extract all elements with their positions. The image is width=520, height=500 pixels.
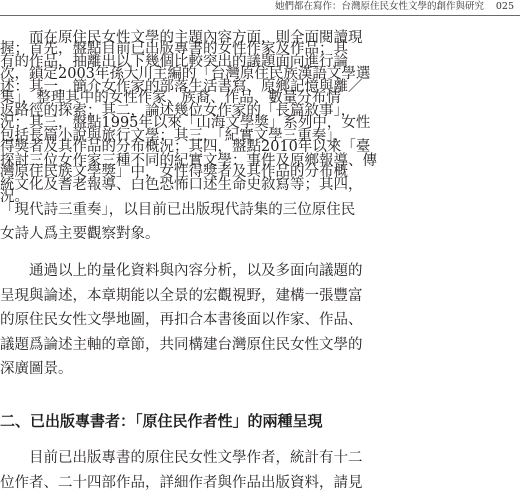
text-line: 述：其一，簡介女作家的部落生活書寫、原鄉記憶與離／ [0,78,363,95]
text-line: 「現代詩三重奏」，以目前已出版現代詩集的三位原住民 [0,201,356,218]
text-line: 況。 [0,188,29,205]
page-number: 025 [495,1,514,12]
text-line: 深廣圖景。 [0,361,73,378]
text-line: 通過以上的量化資料與內容分析，以及多面向議題的 [0,263,363,279]
running-header-title: 她們都在寫作：台灣原住民女性文學的創作與研究 [274,1,484,12]
section-heading: 二、已出版專書者：「原住民作者性」的兩種呈現 [0,412,323,430]
paragraph-themes [0,26,520,247]
text-line: 次，鎖定2003年孫大川主編的「台灣原住民族漢語文學選 [0,65,371,82]
text-line: 呈現與論述，本章期能以全景的宏觀視野，建構一張豐富 [0,287,363,304]
text-line: 握；首先，盤點目前已出版專書的女性作家及作品；其 [0,41,348,57]
text-line: 返路徑的探索；其二，論述幾位女作家的「長篇敘事」， [0,103,356,120]
text-line: 目前已出版專書的原住民女性文學作者，統計有十二 [0,450,363,466]
text-line: 灣原住民族文學獎」中，女性得獎者及其作品的分布概 [0,163,348,180]
text-line: 而在原住民女性文學的主題內容方面，則全面閱讀現 [0,29,363,46]
text-line: 的原住民女性文學地圖，再扣合本書後面以作家、作品、 [0,312,363,329]
text-line: 況；其三，盤點1995年以來「山海文學獎」系列中，女性 [0,114,371,131]
text-line: 有的作品，抽離出以下幾個比較突出的議題面向進行論 [0,54,348,71]
text-line: 女詩人爲主要觀察對象。 [0,226,160,243]
paragraph-section-intro [0,446,520,495]
text-line: 位作者、二十四部作品，詳細作者與作品出版資料，請見 [0,474,363,491]
text-line: 議題爲論述主軸的章節，共同構建台灣原住民女性文學的 [0,336,363,353]
text-line: 集」，整理其中的女性作家、族裔、作品、數量分布情 [0,90,341,107]
text-line: 統文化及耆老報導、白色恐怖口述生命史敘寫等；其四， [0,177,363,194]
text-line: 探討三位女作家三種不同的紀實文學：事件及原鄉報導、傳 [0,152,377,169]
header-rule [0,15,520,16]
text-line: 包括長篇小說與旅行文學；其三，「紀實文學三重奏」， [0,127,348,144]
paragraph-summary [0,259,520,382]
text-line: 得獎者及其作品的分布概況；其四，盤點2010年以來「臺 [0,139,371,156]
running-header [0,0,520,14]
